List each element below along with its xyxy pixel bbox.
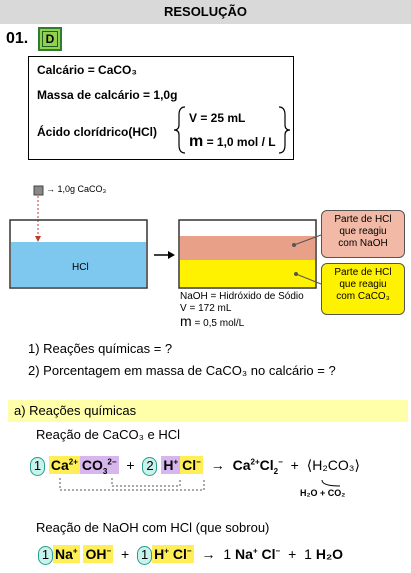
question-number: 01.	[6, 30, 29, 47]
eq2-sodium-product: Na+	[235, 546, 258, 562]
beaker-left-label: HCl	[72, 262, 89, 273]
data-box	[28, 56, 294, 160]
eq2-coef-3: 1	[223, 546, 232, 562]
drop-arrow-icon	[35, 236, 41, 242]
eq1-coef-2: 2	[142, 457, 157, 476]
transfer-arrow-head-icon	[168, 251, 175, 259]
eq1-calcium-chloride: $Ca^{2+}Cl_2^-$	[232, 457, 283, 476]
reaction-1-title: Reação de CaCO₃ e HCl	[36, 427, 181, 442]
answer-badge	[38, 27, 62, 51]
eq1-carbonate: $CO_3^{2-}$	[81, 457, 117, 476]
section-a-title: a) Reações químicas	[8, 400, 408, 422]
limestone-formula: Calcário = CaCO₃	[37, 63, 137, 77]
naoh-concentration	[180, 315, 304, 330]
equation-2	[38, 546, 343, 565]
eq1-coef-1: 1	[30, 457, 45, 476]
eq2-water: H₂O	[315, 546, 344, 562]
eq1-decomposition: H₂O + CO₂	[300, 488, 346, 498]
naoh-m-value: = 0,5 mol/L	[194, 318, 245, 329]
callout-top-line1: Parte de HCl	[334, 214, 392, 225]
reaction-2-title: Reação de NaOH com HCl (que sobrou)	[36, 520, 270, 535]
sample-square-icon	[34, 186, 43, 195]
hcl-volume: V = 25 mL	[189, 111, 246, 125]
eq1-arrow: →	[210, 457, 225, 473]
answer-letter: D	[42, 31, 58, 47]
callout-bottom-line2: que reagiu	[339, 279, 387, 290]
eq1-hydrogen: H+	[163, 457, 179, 473]
leader-dot-bottom	[294, 272, 298, 276]
naoh-m-symbol: m	[180, 313, 192, 329]
eq2-plus: +	[121, 546, 130, 562]
eq2-plus-2: +	[288, 546, 297, 562]
eq2-chloride-product: Cl−	[261, 546, 281, 562]
eq1-calcium: $Ca^{2+}$	[50, 457, 78, 473]
eq2-coef-1: 1	[38, 546, 53, 565]
eq1-carbonic-acid: ⟨H₂CO₃⟩	[306, 457, 360, 473]
naoh-name: NaOH = Hidróxido de Sódio	[180, 291, 304, 302]
hcl-naoh-layer	[180, 236, 315, 260]
molarity-symbol: m	[189, 133, 204, 150]
eq1-plus: +	[126, 457, 135, 473]
hcl-concentration	[189, 133, 276, 151]
eq2-chloride: Cl−	[172, 546, 192, 562]
naoh-info	[180, 291, 304, 330]
question-2: 2) Porcentagem em massa de CaCO₃ no calcário = ?	[28, 363, 336, 378]
added-sample-note: → 1,0g CaCO₃	[46, 184, 107, 194]
leader-dot-top	[292, 243, 296, 247]
naoh-volume: V = 172 mL	[180, 303, 232, 314]
question-1: 1) Reações químicas = ?	[28, 341, 173, 356]
eq2-coef-2: 1	[137, 546, 152, 565]
eq2-arrow: →	[201, 546, 216, 562]
hcl-label: Ácido clorídrico(HCl)	[37, 125, 158, 139]
eq1-plus-2: +	[290, 457, 299, 473]
eq2-hydrogen: H+	[154, 546, 169, 562]
eq2-sodium: Na+	[55, 546, 78, 562]
eq2-coef-4: 1	[304, 546, 312, 562]
left-brace-icon	[173, 105, 187, 155]
callout-top-line2: que reagiu	[339, 226, 387, 237]
hcl-concentration-value: = 1,0 mol / L	[206, 135, 276, 149]
page-header: RESOLUÇÃO	[0, 0, 411, 24]
limestone-mass: Massa de calcário = 1,0g	[37, 88, 178, 102]
equation-1	[30, 457, 360, 476]
eq1-chloride: Cl−	[182, 457, 201, 473]
callout-top-line3: com NaOH	[338, 238, 388, 249]
callout-bottom-line3: com CaCO₃	[336, 291, 390, 302]
callout-bottom-line1: Parte de HCl	[334, 267, 392, 278]
callout-hcl-caco3	[321, 263, 405, 315]
right-brace-icon	[277, 105, 291, 155]
callout-hcl-naoh	[321, 210, 405, 258]
eq2-hydroxide: OH−	[85, 546, 112, 562]
